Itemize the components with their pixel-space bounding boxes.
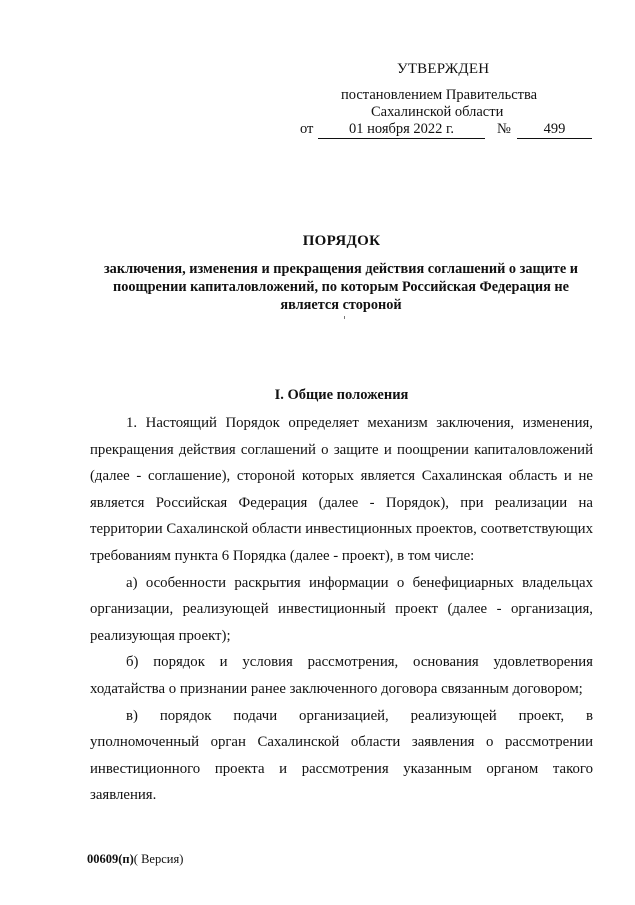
scan-speck (344, 316, 345, 319)
document-subtitle: заключения, изменения и прекращения действия соглашений о защите и поощрении капиталовложений, по которым Российская Федерация не является стороной (103, 261, 579, 313)
paragraph-b: б) порядок и условия рассмотрения, основания удовлетворения ходатайства о признании ранее заключенного договора связанным договором; (90, 654, 593, 697)
document-footer (87, 852, 183, 867)
section-heading: I. Общие положения (274, 387, 409, 403)
approval-date-row (300, 121, 592, 141)
number-sign: № (497, 121, 511, 137)
section-body (90, 410, 593, 809)
paragraph-a: а) особенности раскрытия информации о бенефициарных владельцах организации, реализующей инвестиционный проект (далее - организация, реализующая проект); (90, 574, 593, 644)
paragraph-1: 1. Настоящий Порядок определяет механизм заключения, изменения, прекращения действия соглашений о защите и поощрении капиталовложений (далее - соглашение), стороной которых является Сахалинская область и не является Российская Федерация (далее - Порядок), при реализации на территории Сахалинской области инвестиционных проектов, соответствующих требованиям пункта 6 Порядка (далее - проект), в том числе: (90, 415, 593, 564)
approval-authority: постановлением Правительства (341, 87, 538, 103)
approval-number: 499 (517, 121, 592, 139)
document-code: 00609(п) (87, 852, 134, 866)
date-prefix: от (300, 121, 314, 137)
approval-stamp-title: УТВЕРЖДЕН (397, 61, 490, 77)
approval-date: 01 ноября 2022 г. (318, 121, 485, 139)
document-title: ПОРЯДОК (302, 233, 381, 249)
paragraph-c: в) порядок подачи организацией, реализующей проект, в уполномоченный орган Сахалинской области заявления о рассмотрении инвестиционного проекта и рассмотрения указанным органом такого заявления. (90, 707, 593, 804)
approval-region: Сахалинской области (371, 104, 504, 120)
document-version: ( Версия) (133, 852, 184, 866)
